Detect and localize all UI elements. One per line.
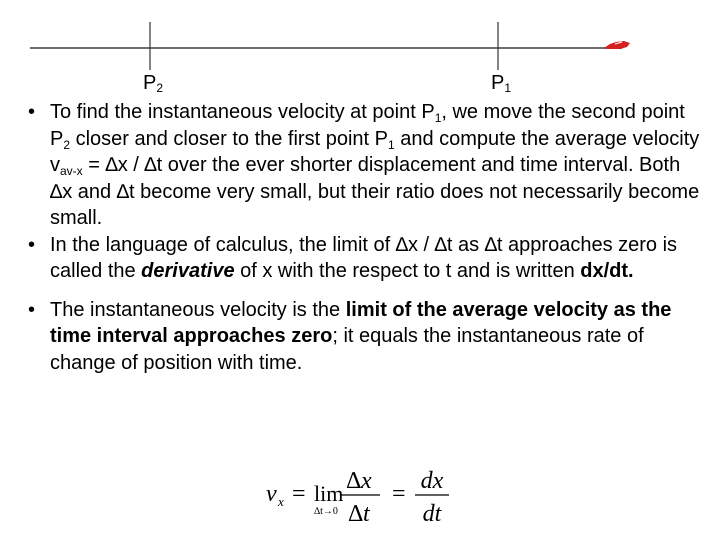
position-diagram [0, 0, 720, 100]
bullet-item-3 [26, 297, 706, 377]
point-p1-label [491, 73, 511, 98]
bullet-list [26, 99, 706, 376]
formula-lim: lim [314, 481, 344, 506]
derivative-term: derivative [141, 260, 235, 282]
limit-definition-term: limit of the average velocity as the time interval approaches zero [50, 298, 672, 347]
bullet-3-text-part: The instantaneous velocity is the [50, 298, 346, 321]
bullet-1-text-part: , we move the second point P [50, 101, 685, 150]
subscript-av-x: av-x [60, 164, 83, 178]
point-p2-subscript: 2 [156, 81, 164, 95]
subscript-2: 2 [63, 137, 71, 152]
bullet-2-text-part: In the language of calculus, the limit of ∆x / ∆t as ∆t approaches zero is called the [50, 233, 678, 282]
subscript-1: 1 [434, 111, 442, 125]
formula-denominator-2: dt [422, 501, 442, 527]
car-icon [604, 41, 630, 49]
bullet-dot-icon: • [28, 298, 36, 321]
bullet-1-text-part: closer and closer to the first point P [70, 127, 388, 150]
bullet-dot-icon: • [28, 233, 36, 256]
point-p2-letter: P [143, 72, 157, 94]
bullet-item-1 [26, 99, 706, 232]
bullet-3-text-part: ; it equals the instantaneous rate of change of position with time. [50, 325, 644, 374]
velocity-limit-formula [262, 466, 462, 532]
formula-lhs-subscript: x [278, 494, 284, 509]
formula-lhs: v [266, 481, 277, 507]
bullet-1-text-part: = ∆x / ∆t over the ever shorter displacement and time interval. Both ∆x and ∆t become very small, but their ratio does not necessarily become small. [50, 154, 700, 229]
bullet-2-text-part: of x with the respect to t and is written [234, 260, 581, 282]
formula-numerator-2: dx [420, 468, 444, 494]
dx-dt-term: dx/dt. [580, 260, 634, 282]
subscript-1: 1 [387, 137, 395, 152]
bullet-1-text-part: and compute the average velocity v [50, 127, 700, 176]
formula-lim-subscript: ∆t→0 [314, 506, 338, 517]
point-p1-subscript: 1 [504, 81, 512, 95]
point-p2-label [143, 73, 163, 98]
bullet-item-2 [26, 232, 706, 285]
point-p1-letter: P [491, 72, 505, 94]
formula-equals-2: = [392, 481, 406, 507]
formula-equals-1: = [292, 481, 306, 507]
bullet-1-text-part: To find the instantaneous velocity at point P [50, 101, 435, 123]
formula-numerator-1: ∆x [346, 468, 372, 494]
bullet-dot-icon: • [28, 101, 36, 123]
formula-denominator-1: ∆t [348, 501, 370, 527]
